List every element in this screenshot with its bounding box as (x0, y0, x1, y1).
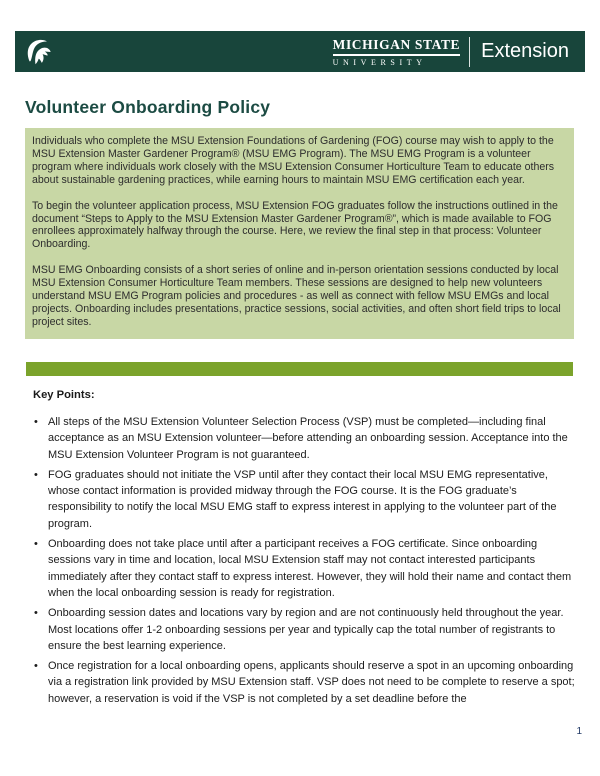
key-points-heading: Key Points: (33, 389, 95, 401)
wordmark-michigan-state: MICHIGAN STATE (333, 37, 461, 56)
key-point-item: • All steps of the MSU Extension Volunteer Selection Process (VSP) must be completed—including final acceptance as an MSU Extension volunteer—before attending an onboarding session. Acceptance into the MSU Extension Volunteer Program is not guaranteed. (33, 414, 578, 463)
wordmark-university: UNIVERSITY (332, 57, 427, 67)
masthead (15, 31, 585, 72)
key-point-item: • Onboarding session dates and locations vary by region and are not continuously held throughout the year. Most locations offer 1-2 onboarding sessions per year and typically cap the total number of registrants to ensure the best learning experience. (33, 605, 578, 654)
section-divider-bar (26, 362, 573, 376)
wordmark-divider (469, 37, 470, 67)
page-number: 1 (576, 726, 582, 737)
page-title: Volunteer Onboarding Policy (25, 97, 271, 117)
key-point-item: • Onboarding does not take place until after a participant receives a FOG certificate. Since onboarding sessions vary in time and location, local MSU Extension staff may not contact interested participants immediately after they contact staff to express interest. However, they will hold their name and contact them when the local onboarding session is ready for registration. (33, 536, 578, 601)
key-points-list (33, 414, 578, 711)
extension-label: Extension (481, 40, 569, 62)
intro-paragraph: Individuals who complete the MSU Extension Foundations of Gardening (FOG) course may wish to apply to the MSU Extension Master Gardener Program® (MSU EMG Program). The MSU EMG Program is a volunteer program where individuals work closely with the MSU Extension Consumer Horticulture Team to educate others about sustainable gardening practices, while earning hours to maintain MSU EMG certification each year. (32, 135, 555, 186)
intro-paragraph: MSU EMG Onboarding consists of a short series of online and in-person orientation sessions conducted by local MSU Extension Consumer Horticulture Team members. These sessions are designed to help new volunteers understand MSU EMG Program policies and procedures - as well as connect with fellow MSU EMGs and local projects. Onboarding includes presentations, practice sessions, social activities, and often short field trips to local project sites. (32, 264, 561, 328)
key-point-item: • Once registration for a local onboarding opens, applicants should reserve a spot in an upcoming onboarding via a registration link provided by MSU Extension staff. VSP does not need to be complete to reserve a spot; however, a reservation is void if the VSP is not completed by a set deadline before the (33, 658, 578, 707)
key-point-item: • FOG graduates should not initiate the VSP until after they contact their local MSU EMG representative, whose contact information is provided midway through the FOG course. It is the FOG graduate’s responsibility to notify the local MSU EMG staff to express interest in applying to the volunteer part of the program. (33, 467, 578, 532)
msu-wordmark (333, 37, 569, 67)
msu-spartan-helmet-icon (24, 37, 54, 67)
intro-paragraph: To begin the volunteer application process, MSU Extension FOG graduates follow the instructions outlined in the document “Steps to Apply to the MSU Extension Master Gardener Program®”, which is made available to FOG enrollees approximately halfway through the course. Here, we review the final step in that process: Volunteer Onboarding. (32, 199, 558, 251)
intro-box (25, 128, 574, 339)
